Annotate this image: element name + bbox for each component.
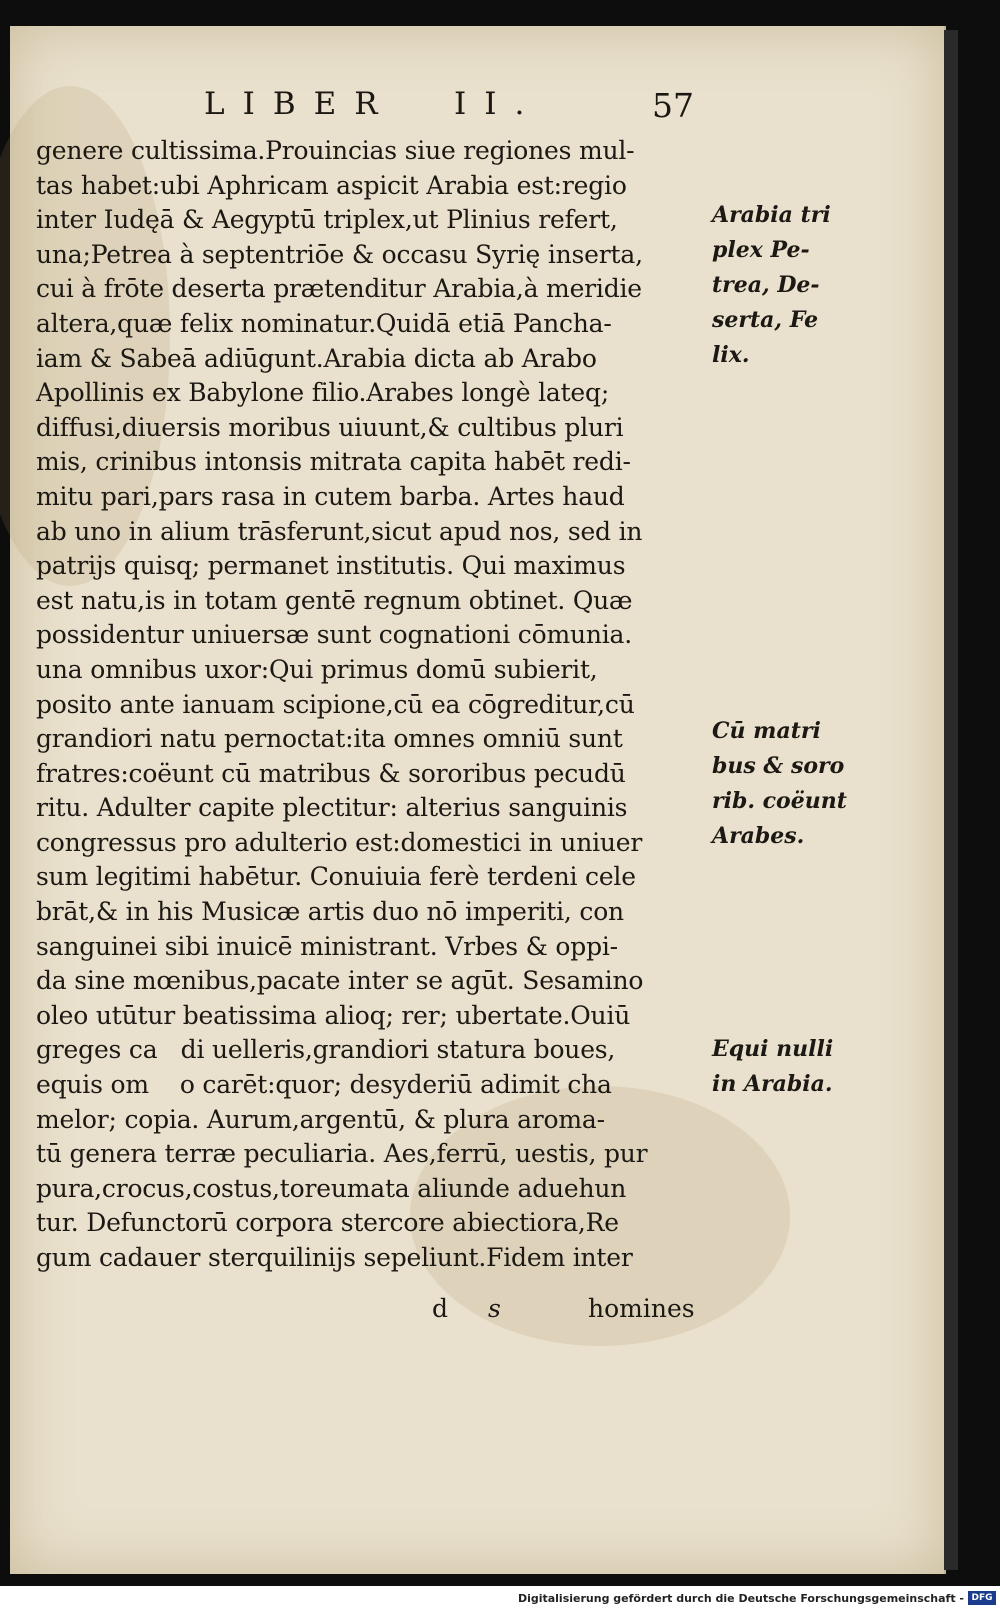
text-line: fratres:coëunt cū matribus & sororibus pecudū [36, 758, 626, 788]
text-line: diffusi,diuersis moribus uiuunt,& cultibus pluri [36, 412, 624, 442]
text-line: cui à frōte deserta prætenditur Arabia,à meridie [36, 274, 642, 304]
book-label: LIBER [204, 86, 396, 122]
marginal-note-line: bus & soro [712, 753, 845, 779]
marginal-note-line: rib. coëunt [712, 788, 847, 814]
text-line: brāt,& in his Musicæ artis duo nō imperiti, con [36, 897, 624, 927]
dfg-logo: DFG [968, 1591, 996, 1605]
text-line: ritu. Adulter capite plectitur: alterius sanguinis [36, 793, 628, 823]
catchword-line [36, 1294, 716, 1328]
text-line: tū genera terræ peculiaria. Aes,ferrū, uestis, pur [36, 1139, 648, 1169]
text-line: greges ca di uelleris,grandiori statura boues, [36, 1035, 616, 1065]
text-line: pura,crocus,costus,toreumata aliunde aduehun [36, 1173, 627, 1203]
text-line: genere cultissima.Prouincias siue regiones mul- [36, 136, 635, 165]
marginal-note-coeunt [712, 714, 942, 854]
text-line: ab uno in alium trāsferunt,sicut apud nos, sed in [36, 516, 643, 546]
text-line: grandiori natu pernoctat:ita omnes omniū sunt [36, 724, 623, 754]
folio-number: 57 [652, 86, 694, 125]
marginal-note-line: Equi nulli [712, 1036, 834, 1062]
signature-mark: s [488, 1294, 501, 1323]
text-line: tas habet:ubi Aphricam aspicit Arabia est:regio [36, 170, 627, 200]
text-line: tur. Defunctorū corpora stercore abiectiora,Re [36, 1208, 619, 1238]
marginal-note-line: lix. [712, 342, 750, 368]
marginal-note-arabia-triplex [712, 198, 942, 373]
text-line: una;Petrea à septentriōe & occasu Syrię inserta, [36, 239, 643, 269]
marginal-note-line: plex Pe- [712, 237, 810, 263]
text-line: inter Iudęā & Aegyptū triplex,ut Plinius refert, [36, 205, 618, 235]
text-line: sum legitimi habētur. Conuiuia ferè terdeni cele [36, 862, 636, 892]
text-line: iam & Sabeā adiūgunt.Arabia dicta ab Arabo [36, 343, 597, 373]
text-line: congressus pro adulterio est:domestici in uniuer [36, 827, 643, 857]
text-line: oleo utūtur beatissima alioq; rer; ubertate.Ouiū [36, 1000, 631, 1030]
page-edge [944, 30, 958, 1570]
text-line: patrijs quisq; permanet institutis. Qui maximus [36, 551, 626, 581]
running-head [204, 86, 694, 130]
marginal-note-line: Arabia tri [712, 202, 831, 228]
marginal-note-line: serta, Fe [712, 307, 819, 333]
text-line: possidentur uniuersæ sunt cognationi cōmunia. [36, 620, 633, 650]
text-line: da sine mœnibus,pacate inter se agūt. Sesamino [36, 966, 644, 996]
text-line: mitu pari,pars rasa in cutem barba. Artes haud [36, 481, 625, 511]
signature-letter: d [432, 1294, 449, 1323]
text-line: una omnibus uxor:Qui primus domū subierit, [36, 654, 598, 684]
text-line: melor; copia. Aurum,argentū, & plura aroma- [36, 1104, 605, 1134]
text-line: mis, crinibus intonsis mitrata capita habēt redi- [36, 447, 631, 477]
footer-credit: Digitalisierung gefördert durch die Deutsche Forschungsgemeinschaft - [517, 1592, 964, 1605]
marginal-note-line: in Arabia. [712, 1071, 833, 1097]
text-line: posito ante ianuam scipione,cū ea cōgreditur,cū [36, 689, 635, 719]
text-line: sanguinei sibi inuicē ministrant. Vrbes & oppi- [36, 931, 618, 961]
text-line: est natu,is in totam gentē regnum obtinet. Quæ [36, 585, 633, 615]
text-line: Apollinis ex Babylone filio.Arabes longè lateq; [36, 378, 610, 408]
marginal-note-line: trea, De- [712, 272, 820, 298]
marginal-note-line: Arabes. [712, 823, 805, 849]
text-line: gum cadauer sterquilinijs sepeliunt.Fidem inter [36, 1243, 633, 1272]
main-text-block [36, 134, 716, 1276]
catchword: homines [588, 1294, 695, 1323]
marginal-note-line: Cū matri [712, 718, 821, 744]
marginal-note-equi [712, 1032, 942, 1102]
book-number: II. [454, 86, 543, 122]
text-line: altera,quæ felix nominatur.Quidā etiā Pancha- [36, 308, 612, 338]
text-line: equis om o carēt:quor; desyderiū adimit cha [36, 1070, 612, 1100]
